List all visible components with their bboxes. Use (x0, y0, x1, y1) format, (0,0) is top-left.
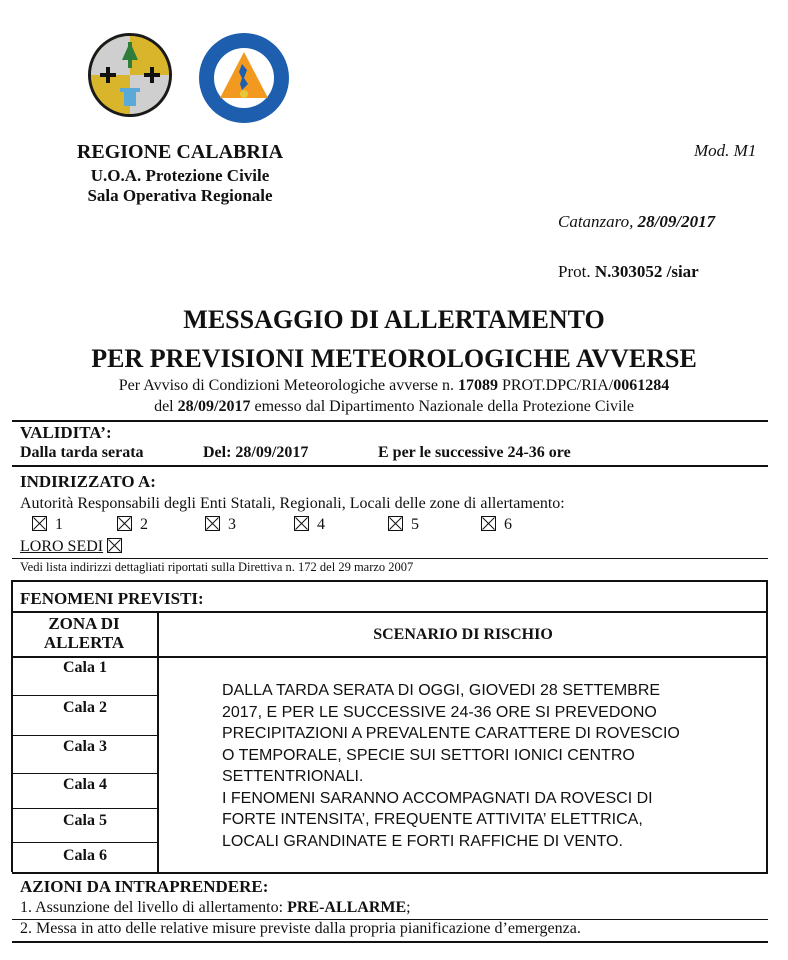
subline-date: 28/09/2017 (177, 398, 251, 415)
zone-row-1: Cala 1 (63, 659, 107, 676)
validita-label: VALIDITA’: (20, 423, 112, 442)
azioni-item-1 (20, 899, 411, 917)
zone-row-4: Cala 4 (63, 776, 107, 793)
checked-box-icon (388, 516, 403, 531)
zone-checkbox-4[interactable] (294, 516, 325, 534)
zone-row-2: Cala 2 (63, 699, 107, 716)
title-subline-2 (0, 398, 788, 416)
checked-box-icon (481, 516, 496, 531)
rule-azioni-bottom (12, 941, 768, 943)
protocol-number (558, 262, 699, 282)
protezione-civile-logo (198, 32, 290, 124)
azioni-item-2: 2. Messa in atto delle relative misure previste dalla propria pianificazione d’emergenza. (20, 920, 581, 937)
regione-calabria-logo (86, 30, 174, 120)
loro-sedi[interactable] (20, 538, 122, 556)
place-date (558, 212, 715, 232)
azioni-item-1-end: ; (406, 899, 411, 916)
indirizzato-text: Autorità Responsabili degli Enti Statali, Regionali, Locali delle zone di allertamento: (20, 495, 565, 512)
zone-row-divider (12, 695, 158, 696)
protocol-value: N.303052 /siar (594, 262, 699, 281)
zone-row-divider (12, 735, 158, 736)
zone-checkbox-1[interactable] (32, 516, 63, 534)
fenomeni-label: FENOMENI PREVISTI: (20, 589, 204, 608)
zone-number: 2 (140, 516, 148, 533)
azioni-label: AZIONI DA INTRAPRENDERE: (20, 877, 269, 896)
zone-row-6: Cala 6 (63, 847, 107, 864)
zone-row-divider (12, 842, 158, 843)
zone-row-divider (12, 773, 158, 774)
validita-date: Del: 28/09/2017 (203, 444, 309, 461)
allert-level: PRE-ALLARME (287, 899, 407, 916)
rule-validita-bottom (12, 465, 768, 467)
zone-column-header: ZONA DI ALLERTA (43, 614, 125, 652)
title-line-1: MESSAGGIO DI ALLERTAMENTO (183, 305, 605, 334)
avviso-text: Per Avviso di Condizioni Meteorologiche avverse n. (118, 377, 458, 394)
place-date-prefix: Catanzaro, (558, 212, 638, 231)
azioni-item-1-text: 1. Assunzione del livello di allertamento: (20, 899, 288, 916)
loro-sedi-label: LORO SEDI (20, 538, 104, 555)
uoa-line: U.O.A. Protezione Civile (90, 166, 270, 185)
zone-number: 5 (411, 516, 419, 533)
zone-number: 3 (228, 516, 236, 533)
zone-number: 4 (317, 516, 325, 533)
subline-del: del (154, 398, 178, 415)
subline-rest: emesso dal Dipartimento Nazionale della Protezione Civile (250, 398, 634, 415)
zone-checkbox-6[interactable] (481, 516, 512, 534)
checked-box-icon (107, 538, 122, 553)
zone-row-3: Cala 3 (63, 738, 107, 755)
zone-checkbox-2[interactable] (117, 516, 148, 534)
sala-line: Sala Operativa Regionale (87, 186, 273, 205)
checked-box-icon (294, 516, 309, 531)
rule-table-bottom (12, 872, 768, 874)
avviso-prot-number: 0061284 (613, 377, 670, 394)
region-title: REGIONE CALABRIA (76, 141, 284, 163)
title-subline-1 (0, 377, 788, 395)
direttiva-note: Vedi lista indirizzi dettagliati riportati sulla Direttiva n. 172 del 29 marzo 2007 (20, 560, 414, 574)
zone-row-divider (12, 808, 158, 809)
zone-number: 1 (55, 516, 63, 533)
avviso-prot: PROT.DPC/RIA/ (497, 377, 614, 394)
zone-row-5: Cala 5 (63, 812, 107, 829)
zone-checkbox-3[interactable] (205, 516, 236, 534)
avviso-number: 17089 (457, 377, 498, 394)
checked-box-icon (32, 516, 47, 531)
rule-note-top (12, 558, 768, 559)
zone-number: 6 (504, 516, 512, 533)
checked-box-icon (117, 516, 132, 531)
rule-table-header-bottom (12, 656, 768, 658)
protocol-prefix: Prot. (558, 262, 595, 281)
validita-from: Dalla tarda serata (20, 444, 144, 461)
validita-successive: E per le successive 24-36 ore (378, 444, 571, 461)
scenario-column-header: SCENARIO DI RISCHIO (373, 626, 553, 643)
title-line-2: PER PREVISIONI METEOROLOGICHE AVVERSE (91, 344, 697, 373)
zone-checkbox-5[interactable] (388, 516, 419, 534)
rule-table-header-top (12, 611, 768, 613)
model-code: Mod. M1 (694, 141, 757, 160)
document-date: 28/09/2017 (637, 212, 716, 231)
scenario-text: DALLA TARDA SERATA DI OGGI, GIOVEDI 28 SETTEMBRE 2017, E PER LE SUCCESSIVE 24-36 ORE SI PREVEDONO PRECIPITAZIONI A PREVALENTE CARATTERE DI ROVESCIO O TEMPORALE, SPECIE SUI SETTORI IONICI CENTRO SETTENTRIONALI. I FENOMENI SARANNO ACCOMPAGNATI DA ROVESCI DI FORTE INTENSITA’, FREQUENTE ATTIVITA’ ELETTRICA, LOCALI GRANDINATE E FORTI RAFFICHE DI VENTO. (222, 682, 680, 850)
rule-validita-top (12, 420, 768, 422)
checked-box-icon (205, 516, 220, 531)
indirizzato-label: INDIRIZZATO A: (20, 472, 156, 491)
